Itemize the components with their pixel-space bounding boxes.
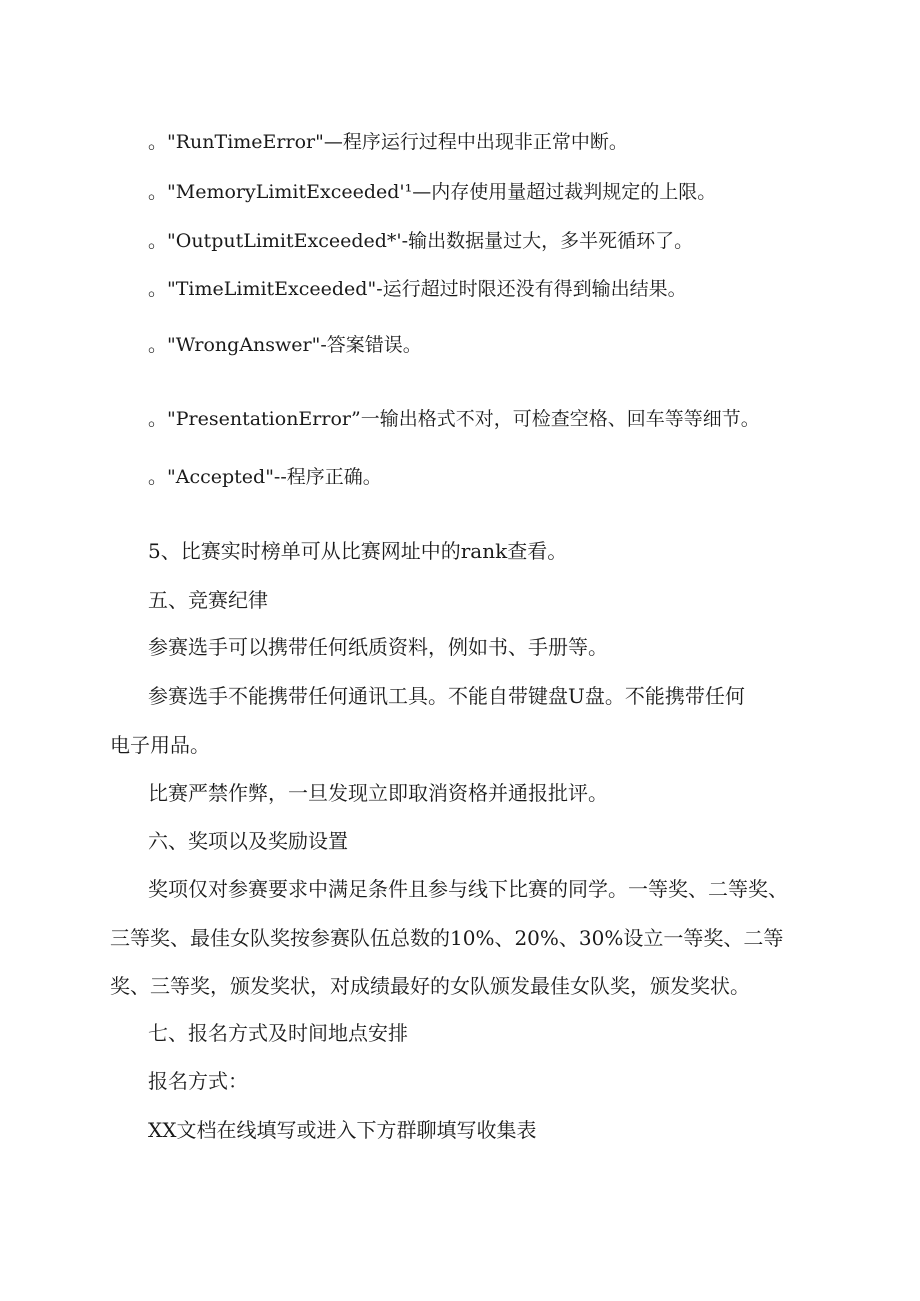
awards-paragraph-line-1: 奖项仅对参赛要求中满足条件且参与线下比赛的同学。一等奖、二等奖、 [148,877,788,901]
discipline-paragraph-3: 比赛严禁作弊，一旦发现立即取消资格并通报批评。 [148,781,608,805]
registration-method-text: XX文档在线填写或进入下方群聊填写收集表 [148,1118,537,1142]
registration-method-label: 报名方式： [148,1069,248,1093]
verdict-time-limit-exceeded: 。"TimeLimitExceeded"-运行超过时限还没有得到输出结果。 [148,278,687,300]
awards-paragraph-line-2: 三等奖、最佳女队奖按参赛队伍总数的10%、20%、30%设立一等奖、二等 [110,926,784,950]
discipline-paragraph-1: 参赛选手可以携带任何纸质资料，例如书、手册等。 [148,635,608,659]
verdict-output-limit-exceeded: 。"OutputLimitExceeded*'-输出数据量过大，多半死循环了。 [148,230,694,252]
section-heading-registration: 七、报名方式及时间地点安排 [148,1021,408,1045]
ranking-note: 5、比赛实时榜单可从比赛网址中的rank查看。 [148,539,568,563]
verdict-runtime-error: 。"RunTimeError"—程序运行过程中出现非正常中断。 [148,131,628,153]
verdict-presentation-error: 。"PresentationError”一输出格式不对，可检查空格、回车等等细节。 [148,408,760,430]
verdict-wrong-answer: 。"WrongAnswer"-答案错误。 [148,334,422,356]
verdict-memory-limit-exceeded: 。"MemoryLimitExceeded'¹—内存使用量超过裁判规定的上限。 [148,181,717,203]
discipline-paragraph-2-line-1: 参赛选手不能携带任何通讯工具。不能自带键盘U盘。不能携带任何 [148,684,745,708]
section-heading-awards: 六、奖项以及奖励设置 [148,829,348,853]
discipline-paragraph-2-line-2: 电子用品。 [110,733,210,757]
section-heading-discipline: 五、竞赛纪律 [148,588,268,612]
verdict-accepted: 。"Accepted"--程序正确。 [148,466,382,488]
awards-paragraph-line-3: 奖、三等奖，颁发奖状，对成绩最好的女队颁发最佳女队奖，颁发奖状。 [110,974,750,998]
